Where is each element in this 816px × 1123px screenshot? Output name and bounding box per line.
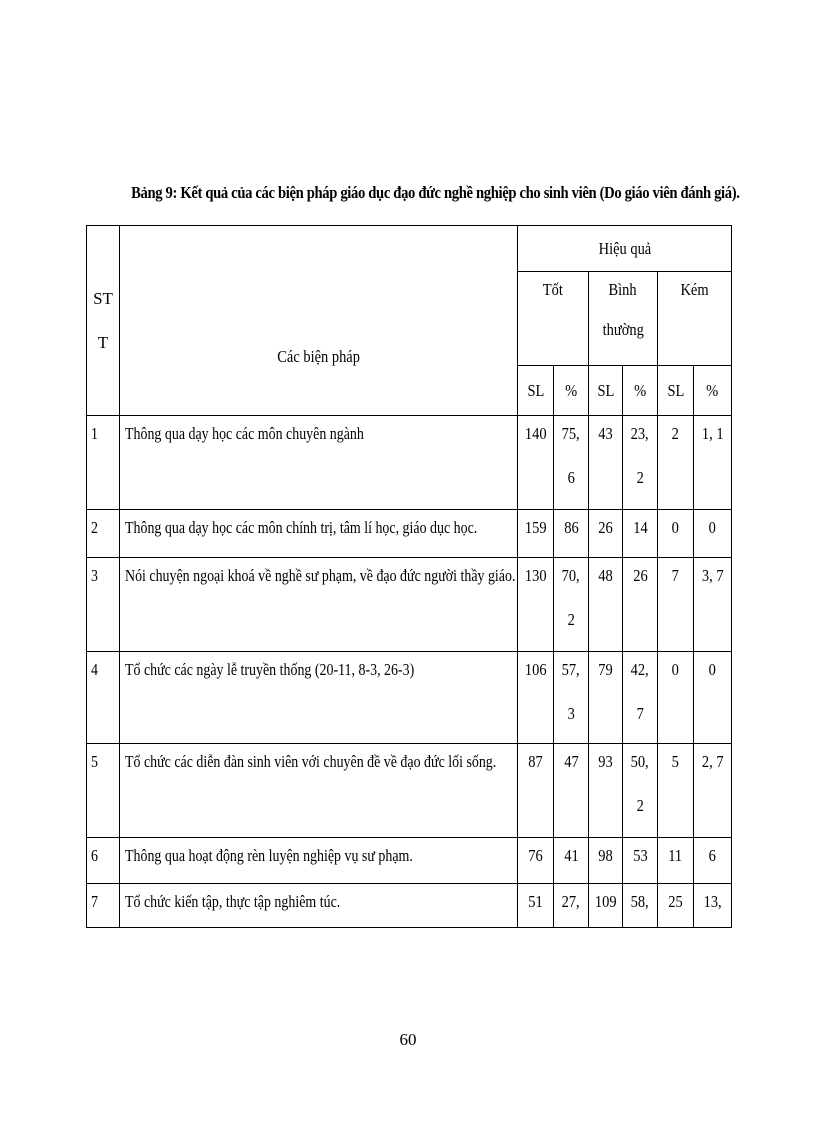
cell-poor-sl <box>658 558 694 652</box>
cell-normal-sl <box>589 884 623 928</box>
cell-poor-sl <box>658 510 694 558</box>
cell-normal-pct <box>623 416 658 510</box>
cell-value: 79 <box>598 660 613 679</box>
header-normal-line2: thường <box>602 320 644 339</box>
page-number: 60 <box>399 1030 417 1049</box>
cell-poor-pct <box>694 652 732 744</box>
cell-value: 53 <box>632 846 648 865</box>
cell-value: 41 <box>563 846 579 865</box>
cell-value: 5 <box>671 752 680 771</box>
row-measure-text: Thông qua hoạt động rèn luyện nghiệp vụ sư phạm. <box>125 846 413 865</box>
row-stt <box>87 744 120 838</box>
row-stt-text: 5 <box>91 752 98 771</box>
row-measure-text: Tổ chức kiến tập, thực tập nghiêm túc. <box>125 892 341 911</box>
cell-value: 93 <box>598 752 613 771</box>
table-row <box>87 652 732 744</box>
table-row <box>87 558 732 652</box>
cell-value: 50, <box>630 752 650 771</box>
cell-poor-pct <box>694 416 732 510</box>
row-stt <box>87 416 120 510</box>
cell-value: 1, 1 <box>701 424 724 443</box>
header-good-sl <box>518 366 554 416</box>
header-measure <box>120 226 518 416</box>
header-stt-line1: ST <box>93 288 113 308</box>
header-good-pct-label: % <box>564 380 578 400</box>
cell-value: 51 <box>528 892 543 911</box>
cell-poor-sl <box>658 652 694 744</box>
cell-value: 27, <box>561 892 581 911</box>
cell-value: 0 <box>671 660 680 679</box>
header-normal-sl-label: SL <box>597 380 614 400</box>
header-good-sl-label: SL <box>527 380 544 400</box>
row-stt <box>87 558 120 652</box>
row-measure-text: Tổ chức các ngày lễ truyền thống (20-11, 8-3, 26-3) <box>125 660 415 679</box>
row-measure <box>120 652 518 744</box>
header-measure-label: Các biện pháp <box>277 346 360 366</box>
cell-value: 48 <box>598 566 613 585</box>
cell-good-sl <box>518 510 554 558</box>
cell-poor-pct <box>694 744 732 838</box>
cell-normal-sl <box>589 652 623 744</box>
cell-value: 43 <box>598 424 613 443</box>
cell-poor-sl <box>658 744 694 838</box>
row-stt-text: 2 <box>91 518 98 537</box>
cell-value: 0 <box>708 660 717 679</box>
cell-value: 109 <box>594 892 617 911</box>
cell-value: 3, 7 <box>701 566 724 585</box>
cell-value: 0 <box>708 518 717 537</box>
row-measure-text: Thông qua dạy học các môn chuyên ngành <box>125 424 364 443</box>
header-effect <box>518 226 732 272</box>
cell-value: 98 <box>598 846 613 865</box>
header-stt-line2: T <box>97 332 109 352</box>
cell-value: 2 <box>636 796 644 815</box>
cell-value: 159 <box>524 518 547 537</box>
page-title: Bảng 9: Kết quả của các biện pháp giáo dục đạo đức nghề nghiệp cho sinh viên (Do giáo viên đánh giá). <box>131 183 740 202</box>
cell-value: 7 <box>671 566 680 585</box>
cell-value: 106 <box>524 660 547 679</box>
table-row <box>87 416 732 510</box>
cell-normal-sl <box>589 744 623 838</box>
cell-value: 26 <box>632 566 648 585</box>
cell-value: 23, <box>630 424 650 443</box>
cell-good-pct <box>554 884 589 928</box>
table-row <box>87 510 732 558</box>
cell-normal-sl <box>589 510 623 558</box>
header-good-label: Tốt <box>542 280 564 299</box>
cell-value: 58, <box>630 892 650 911</box>
cell-value: 75, <box>561 424 581 443</box>
header-stt <box>87 226 120 416</box>
table-body <box>87 416 732 928</box>
cell-value: 47 <box>563 752 579 771</box>
row-stt-text: 4 <box>91 660 98 679</box>
cell-value: 130 <box>524 566 547 585</box>
row-stt-text: 6 <box>91 846 98 865</box>
cell-value: 76 <box>528 846 543 865</box>
row-stt-text: 3 <box>91 566 98 585</box>
cell-normal-pct <box>623 838 658 884</box>
cell-value: 6 <box>567 468 575 487</box>
header-poor-sl-label: SL <box>667 380 684 400</box>
cell-good-sl <box>518 416 554 510</box>
row-measure <box>120 416 518 510</box>
cell-value: 2 <box>567 610 575 629</box>
row-stt-text: 1 <box>91 424 98 443</box>
header-normal <box>589 272 658 366</box>
cell-poor-sl <box>658 838 694 884</box>
row-stt <box>87 838 120 884</box>
cell-poor-sl <box>658 884 694 928</box>
cell-normal-sl <box>589 838 623 884</box>
cell-good-sl <box>518 558 554 652</box>
cell-value: 87 <box>528 752 543 771</box>
cell-value: 2 <box>671 424 680 443</box>
cell-poor-sl <box>658 416 694 510</box>
header-poor-label: Kém <box>680 280 709 299</box>
cell-value: 42, <box>630 660 650 679</box>
header-good <box>518 272 589 366</box>
cell-normal-pct <box>623 652 658 744</box>
cell-normal-sl <box>589 416 623 510</box>
cell-good-pct <box>554 744 589 838</box>
row-measure <box>120 558 518 652</box>
cell-value: 2 <box>636 468 644 487</box>
results-table <box>86 225 732 928</box>
cell-value: 86 <box>563 518 579 537</box>
cell-value: 70, <box>561 566 581 585</box>
cell-value: 14 <box>632 518 648 537</box>
row-measure-text: Thông qua dạy học các môn chính trị, tâm lí học, giáo dục học. <box>125 518 478 537</box>
cell-good-pct <box>554 652 589 744</box>
header-poor <box>658 272 732 366</box>
cell-value: 7 <box>636 704 644 723</box>
cell-value: 2, 7 <box>701 752 724 771</box>
header-poor-pct-label: % <box>706 380 719 400</box>
cell-normal-pct <box>623 510 658 558</box>
cell-value: 0 <box>671 518 680 537</box>
row-stt <box>87 652 120 744</box>
cell-poor-pct <box>694 838 732 884</box>
cell-poor-pct <box>694 510 732 558</box>
cell-value: 57, <box>561 660 581 679</box>
cell-value: 140 <box>524 424 547 443</box>
header-effect-label: Hiệu quả <box>598 238 651 258</box>
table-row <box>87 744 732 838</box>
header-normal-pct-label: % <box>633 380 647 400</box>
table-row <box>87 884 732 928</box>
header-poor-pct <box>694 366 732 416</box>
cell-normal-pct <box>623 884 658 928</box>
cell-good-sl <box>518 838 554 884</box>
cell-value: 25 <box>668 892 683 911</box>
cell-good-sl <box>518 652 554 744</box>
row-measure <box>120 884 518 928</box>
cell-good-pct <box>554 416 589 510</box>
cell-good-pct <box>554 838 589 884</box>
cell-value: 6 <box>708 846 717 865</box>
cell-poor-pct <box>694 558 732 652</box>
cell-normal-pct <box>623 744 658 838</box>
row-measure-text: Tổ chức các diễn đàn sinh viên với chuyên đề về đạo đức lối sống. <box>125 752 497 771</box>
row-measure <box>120 838 518 884</box>
row-measure <box>120 510 518 558</box>
header-good-pct <box>554 366 589 416</box>
cell-normal-sl <box>589 558 623 652</box>
cell-good-sl <box>518 884 554 928</box>
cell-good-pct <box>554 510 589 558</box>
row-stt-text: 7 <box>91 892 98 911</box>
header-poor-sl <box>658 366 694 416</box>
row-stt <box>87 884 120 928</box>
cell-value: 11 <box>668 846 683 865</box>
cell-normal-pct <box>623 558 658 652</box>
cell-value: 26 <box>598 518 613 537</box>
cell-value: 3 <box>567 704 575 723</box>
row-stt <box>87 510 120 558</box>
cell-good-pct <box>554 558 589 652</box>
row-measure-text: Nói chuyện ngoại khoá về nghề sư phạm, về đạo đức người thầy giáo. <box>125 566 516 585</box>
header-normal-sl <box>589 366 623 416</box>
row-measure <box>120 744 518 838</box>
header-normal-line1: Bình <box>608 280 638 299</box>
table-row <box>87 838 732 884</box>
cell-value: 13, <box>703 892 722 911</box>
cell-poor-pct <box>694 884 732 928</box>
header-normal-pct <box>623 366 658 416</box>
